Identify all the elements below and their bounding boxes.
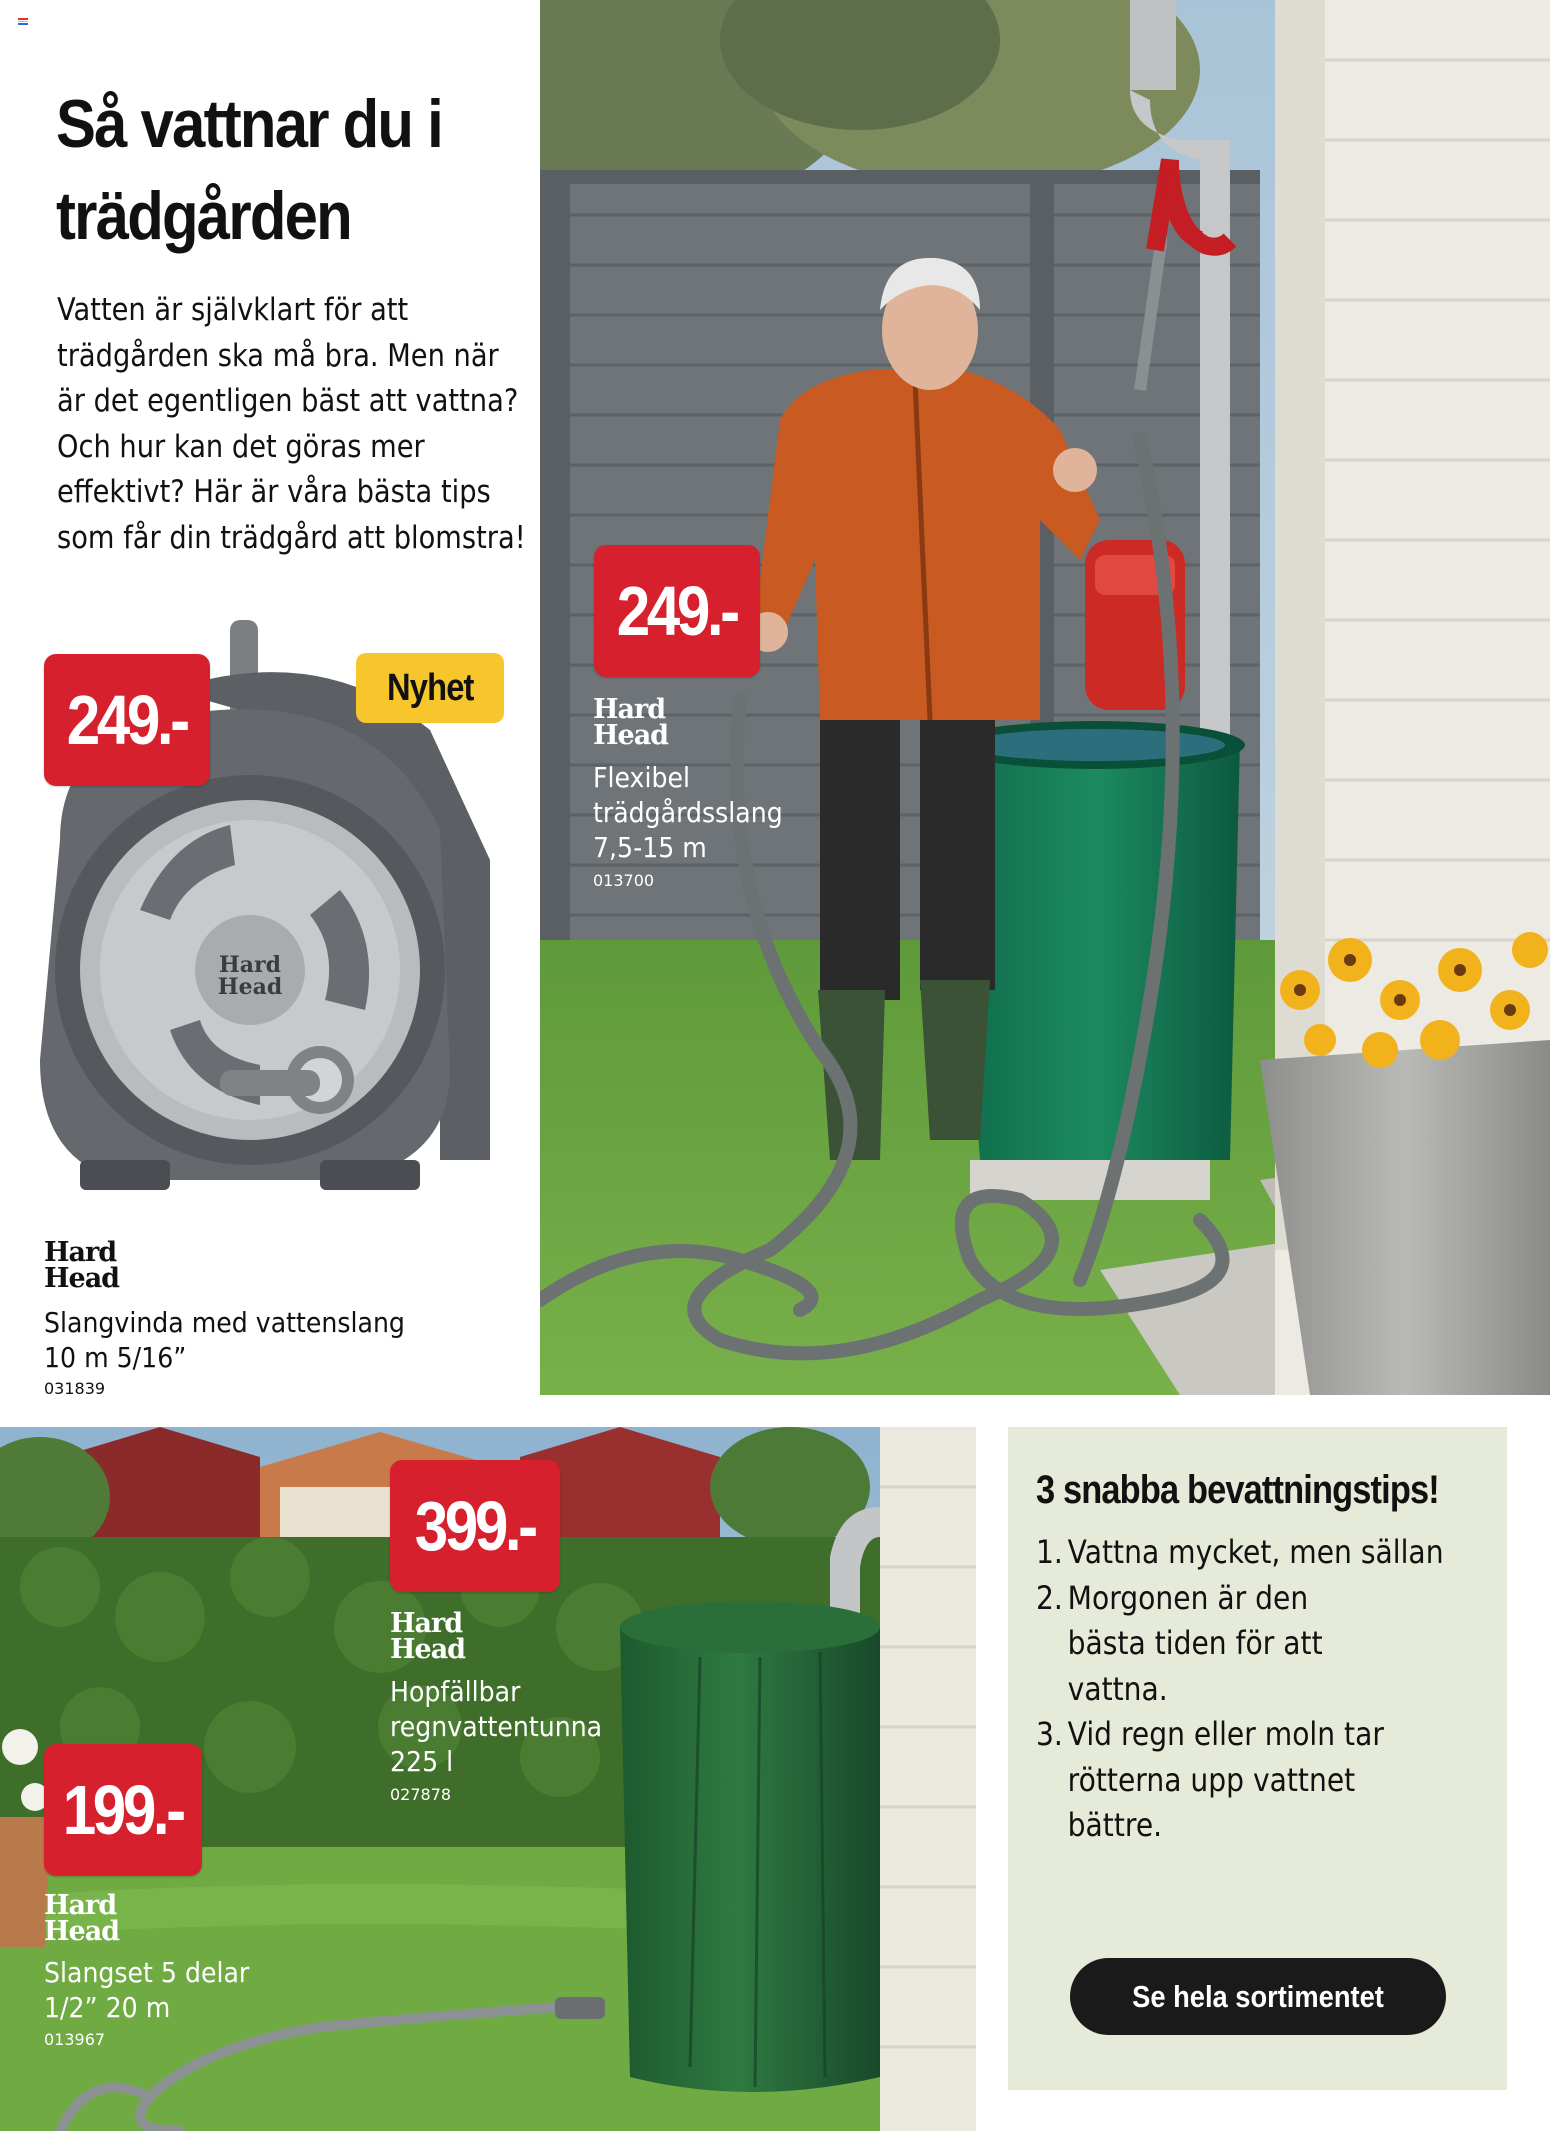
price-tag-reel: 249.- bbox=[44, 654, 210, 786]
new-badge: Nyhet bbox=[356, 653, 504, 723]
price-tag-barrel: 399.- bbox=[390, 1460, 560, 1592]
brand-logo-hose: Hard Head bbox=[593, 694, 669, 751]
product-name-hose[interactable]: Flexibel trädgårdsslang 7,5-15 m bbox=[593, 761, 783, 864]
product-code-hose: 013700 bbox=[593, 871, 655, 890]
brand-logo-barrel: Hard Head bbox=[390, 1608, 466, 1665]
reel-logo-line1: Hard bbox=[218, 952, 282, 978]
product-code-reel: 031839 bbox=[44, 1379, 106, 1398]
see-full-range-button[interactable]: Se hela sortimentet bbox=[1070, 1958, 1446, 2035]
product-name-hose-set[interactable]: Slangset 5 delar 1/2” 20 m bbox=[44, 1956, 250, 2024]
price-tag-hose: 249.- bbox=[594, 545, 760, 677]
tip-item-3: 3. Vid regn eller moln tar rötterna upp vattnet bättre. bbox=[1036, 1715, 1384, 1844]
price-tag-hose-set: 199.- bbox=[44, 1744, 202, 1876]
reel-logo-line2: Head bbox=[217, 974, 283, 1000]
language-flag-icon bbox=[18, 18, 28, 25]
product-name-reel[interactable]: Slangvinda med vattenslang 10 m 5/16” bbox=[44, 1306, 405, 1374]
page-title: Så vattnar du i trädgården bbox=[56, 86, 442, 254]
tip-item-2: 2. Morgonen är den bästa tiden för att vattna. bbox=[1036, 1578, 1323, 1708]
intro-text: Vatten är självklart för att trädgården ska må bra. Men när är det egentligen bäst att vattna? Och hur kan det göras mer effektivt? Här är våra bästa tips som får din trädgård att blomstra! bbox=[57, 292, 526, 556]
garden-photo-top bbox=[540, 0, 1550, 1395]
brand-logo-hose-set: Hard Head bbox=[44, 1890, 120, 1947]
tips-list bbox=[1036, 1530, 1502, 1849]
tip-item-1: 1. Vattna mycket, men sällan bbox=[1036, 1533, 1444, 1571]
product-name-barrel[interactable]: Hopfällbar regnvattentunna 225 l bbox=[390, 1675, 603, 1778]
product-code-barrel: 027878 bbox=[390, 1785, 452, 1804]
product-code-hose-set: 013967 bbox=[44, 2030, 106, 2049]
tips-title: 3 snabba bevattningstips! bbox=[1036, 1468, 1439, 1512]
brand-logo-reel: Hard Head bbox=[44, 1237, 120, 1294]
